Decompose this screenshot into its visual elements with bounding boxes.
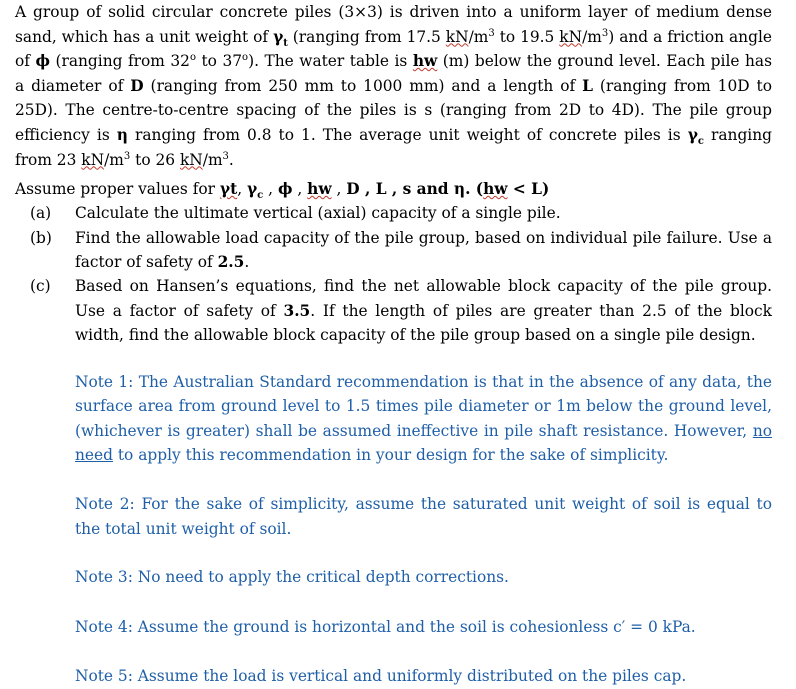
text-span: . <box>228 150 234 169</box>
note-1 <box>75 370 772 468</box>
text-span: , <box>237 180 247 199</box>
text-span: to apply this recommendation in your design for the sake of simplicity. <box>112 446 669 465</box>
question-text: Calculate the ultimate vertical (axial) capacity of a single pile. <box>75 204 561 223</box>
d-symbol: D <box>130 76 144 95</box>
text-span: (ranging from 250 mm to 1000 mm) and a length of <box>143 76 583 95</box>
question-list <box>30 201 772 347</box>
question-text <box>75 274 772 347</box>
assume-line <box>15 177 772 201</box>
phi-symbol: ϕ <box>277 180 293 199</box>
unit-per-m: /m <box>468 27 489 46</box>
assume-tail: < L) <box>507 180 550 199</box>
degree-symbol: o <box>189 52 196 64</box>
eta-symbol: η <box>116 125 128 144</box>
text-span: ranging from 0.8 to 1. The average unit weight of concrete piles is <box>127 125 688 144</box>
text-span: A group of solid circular concrete piles (3×3) is driven into a uniform layer of medium dense sand, which has a unit weight of <box>15 3 772 46</box>
question-text <box>75 226 772 275</box>
superscript-3: 3 <box>488 27 495 39</box>
gamma-c-subscript: c <box>257 190 264 202</box>
text-span: , <box>263 180 278 199</box>
text-span: ) and a friction angle of <box>15 27 772 71</box>
text-span: , <box>292 180 308 199</box>
factor-of-safety: 2.5 <box>217 252 245 271</box>
unit-kn: kN <box>81 150 105 169</box>
gamma-t-subscript: t <box>283 37 288 49</box>
assume-vars: D , L , s and η. ( <box>346 180 484 199</box>
question-b <box>30 226 772 275</box>
hw-symbol: hw <box>483 180 508 199</box>
note-4: Note 4: Assume the ground is horizontal and the soil is cohesionless c′ = 0 kPa. <box>75 617 696 636</box>
unit-per-m: /m <box>202 150 223 169</box>
text-span: ). The water table is <box>248 52 413 71</box>
gamma-c-symbol: γ <box>247 180 258 199</box>
superscript-3: 3 <box>123 150 131 162</box>
document <box>15 0 772 689</box>
problem-statement <box>15 0 772 172</box>
underlined-text: no need <box>75 421 772 465</box>
gamma-c-symbol: γ <box>687 125 698 144</box>
factor-of-safety: 3.5 <box>283 301 311 320</box>
note-5: Note 5: Assume the load is vertical and uniformly distributed on the piles cap. <box>75 667 687 686</box>
note-3: Note 3: No need to apply the critical depth corrections. <box>75 568 509 587</box>
unit-per-m: /m <box>104 150 124 169</box>
gamma-c-subscript: c <box>697 136 704 148</box>
l-symbol: L <box>582 76 593 95</box>
text-span: to 19.5 <box>494 27 560 46</box>
gamma-t-symbol: γ <box>273 27 284 46</box>
text-span: (ranging from 32 <box>49 52 190 71</box>
hw-symbol: hw <box>412 52 438 71</box>
question-c <box>30 274 772 347</box>
text-span: Based on Hansen’s equations, find the net allowable block capacity of the pile group. Use a factor of safety of <box>75 277 772 320</box>
text-span: (m) below the ground level. Each pile has a diameter of <box>15 52 772 95</box>
text-span: to 37 <box>196 52 243 71</box>
text-span: ranging from 23 <box>15 125 772 169</box>
hw-symbol: hw <box>307 180 332 199</box>
text-span: . <box>244 252 250 271</box>
phi-symbol: ϕ <box>35 52 50 71</box>
superscript-3: 3 <box>601 27 609 39</box>
text-span: (ranging from 17.5 <box>287 27 446 46</box>
text-span: (ranging from 10D to 25D). The centre-to-centre spacing of the piles is s (ranging from 2D to 4D). The pile group efficiency is <box>15 76 772 144</box>
text-span: Note 1: The Australian Standard recommendation is that in the absence of any data, the surface area from ground level to 1.5 times pile diameter or 1m below the ground level, (whichever is greater) shall be assumed ineffective in pile shaft resistance. However, <box>75 372 772 440</box>
unit-kn: kN <box>179 150 203 169</box>
text-span: to 26 <box>130 150 180 169</box>
notes-section <box>75 370 772 689</box>
superscript-3: 3 <box>222 150 229 162</box>
degree-symbol: o <box>242 52 249 64</box>
question-a <box>30 201 772 225</box>
text-span: Find the allowable load capacity of the pile group, based on individual pile failure. Use a factor of safety of <box>75 228 772 271</box>
note-2: Note 2: For the sake of simplicity, assume the saturated unit weight of soil is equal to the total unit weight of soil. <box>75 494 772 538</box>
gamma-t-symbol: γt <box>219 180 238 199</box>
question-letter: (b) <box>30 228 52 247</box>
text-span: Assume proper values for <box>15 180 220 199</box>
text-span: , <box>331 180 347 199</box>
unit-kn: kN <box>445 27 469 46</box>
text-span: . If the length of piles are greater than 2.5 of the block width, find the allowable block capacity of the pile group based on a single pile design. <box>75 301 772 345</box>
unit-kn: kN <box>559 27 583 46</box>
question-letter: (c) <box>30 277 51 296</box>
question-letter: (a) <box>30 204 52 223</box>
unit-per-m: /m <box>582 27 602 46</box>
